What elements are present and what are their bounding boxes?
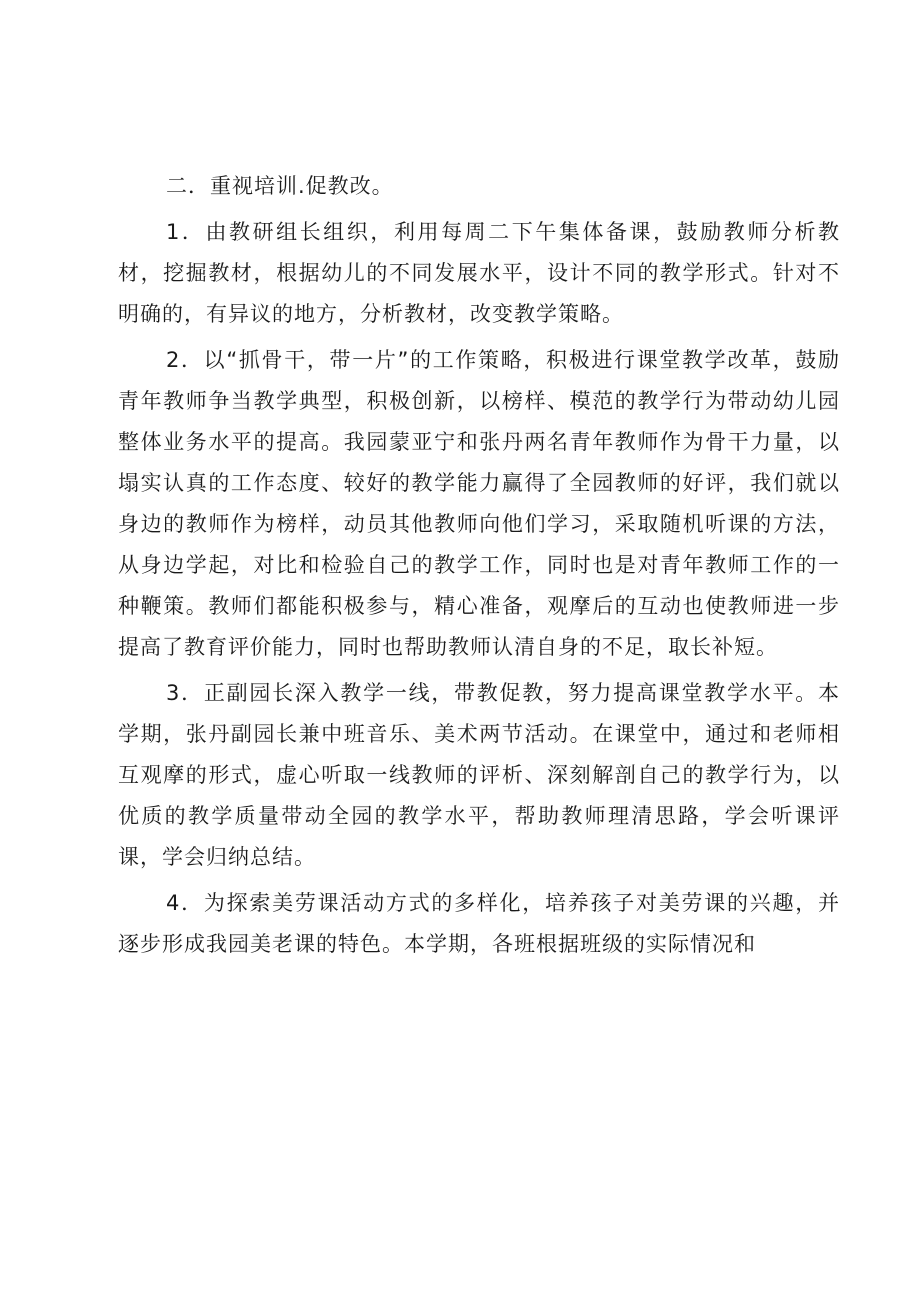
paragraph-3: 3．正副园长深入教学一线，带教促教，努力提高课堂教学水平。本学期，张丹副园长兼中班音乐、美术两节活动。在课堂中，通过和老师相互观摩的形式，虚心听取一线教师的评析、深刻解剖自己的教学行为，以优质的教学质量带动全园的教学水平，帮助教师理清思路，学会听课评课，学会归纳总结。 <box>118 681 840 869</box>
section-heading: 二．重视培训.促教改。 <box>166 174 394 198</box>
paragraph-2: 2．以“抓骨干，带一片”的工作策略，积极进行课堂教学改革，鼓励青年教师争当教学典型，积极创新，以榜样、模范的教学行为带动幼儿园整体业务水平的提高。我园蒙亚宁和张丹两名青年教师作为骨干力量，以塌实认真的工作态度、较好的教学能力赢得了全园教师的好评，我们就以身边的教师作为榜样，动员其他教师向他们学习，采取随机听课的方法，从身边学起，对比和检验自己的教学工作，同时也是对青年教师工作的一种鞭策。教师们都能积极参与，精心准备，观摩后的互动也使教师进一步提高了教育评价能力，同时也帮助教师认清自身的不足，取长补短。 <box>118 348 840 659</box>
paragraph-1: 1．由教研组长组织，利用每周二下午集体备课，鼓励教师分析教材，挖掘教材，根据幼儿的不同发展水平，设计不同的教学形式。针对不明确的，有异议的地方，分析教材，改变教学策略。 <box>118 220 840 326</box>
paragraph-4: 4．为探索美劳课活动方式的多样化，培养孩子对美劳课的兴趣，并逐步形成我园美老课的特色。本学期，各班根据班级的实际情况和 <box>118 891 840 956</box>
document-body <box>118 166 840 965</box>
